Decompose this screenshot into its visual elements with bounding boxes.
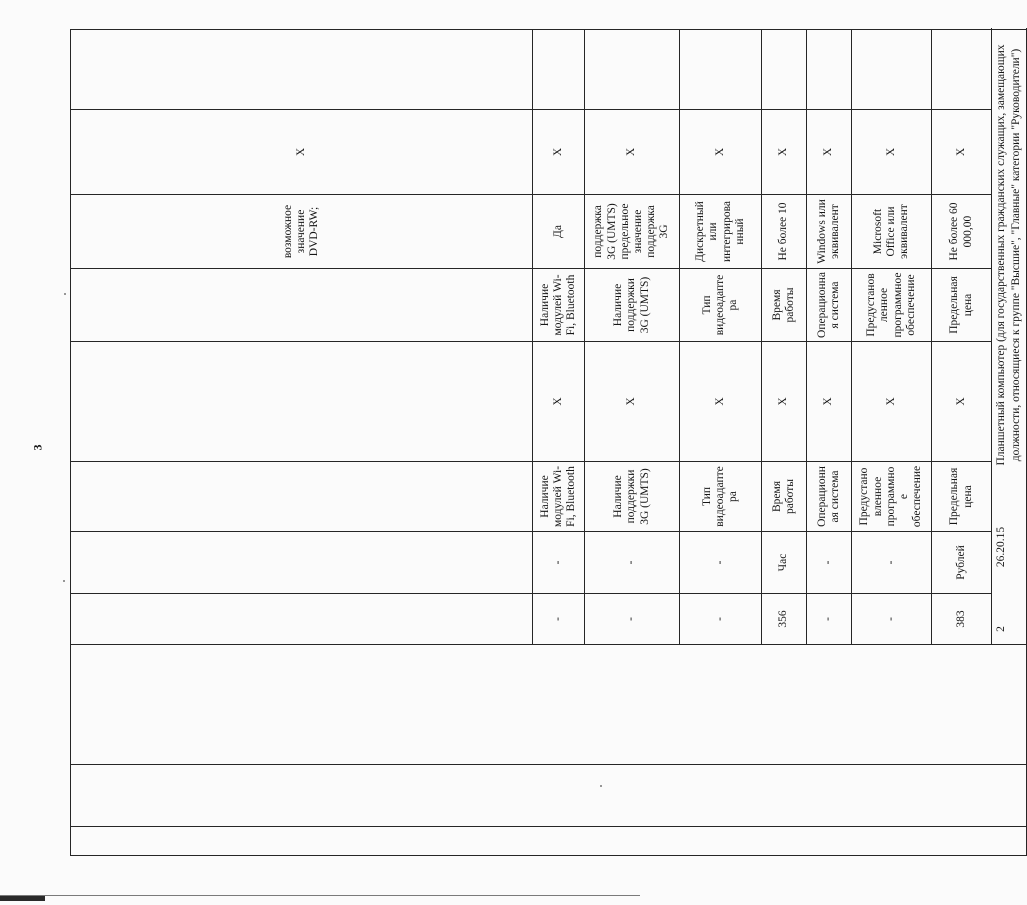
- empty-cell: [533, 30, 585, 110]
- empty-cell: [852, 30, 932, 110]
- mark-cell: X: [852, 342, 932, 462]
- value-cell: Не более 10: [762, 195, 807, 269]
- characteristic-cell: [71, 462, 533, 532]
- empty-cell: [585, 30, 680, 110]
- okei-code-cell: -: [680, 594, 762, 645]
- value-cell: возможное значение DVD-RW;: [71, 195, 533, 269]
- specification-table-page: [70, 30, 1022, 856]
- characteristic-cell: Время работы: [762, 269, 807, 342]
- mark-cell: X: [585, 342, 680, 462]
- characteristic-cell: Наличие поддержки 3G (UMTS): [585, 462, 680, 532]
- value-cell: Windows или эквивалент: [807, 195, 852, 269]
- okei-name-cell: [71, 532, 533, 594]
- item-description: Планшетный компьютер (для государственных гражданских служащих, замещающих должности, относящиеся к группе "Высшие", "Главные" категории "Руководители"): [995, 44, 1022, 466]
- mark-cell: X: [533, 342, 585, 462]
- empty-cell: [680, 30, 762, 110]
- characteristic-cell: Предустановленное программное обеспечение: [852, 462, 932, 532]
- specification-table: [70, 29, 1027, 856]
- mark-cell: X: [762, 342, 807, 462]
- mark-cell: X: [585, 110, 680, 195]
- mark-cell: X: [932, 110, 992, 195]
- description-cell: [71, 645, 1027, 765]
- mark-cell: X: [71, 110, 533, 195]
- okpd-code: 26.20.15: [995, 526, 1007, 568]
- okei-name-cell: -: [852, 532, 932, 594]
- value-cell: поддержка 3G (UMTS) предельное значение поддержка 3G: [585, 195, 680, 269]
- okpd-code-cell: [71, 765, 1027, 827]
- mark-cell: X: [680, 110, 762, 195]
- mark-cell: X: [932, 342, 992, 462]
- characteristic-cell: [71, 269, 533, 342]
- empty-cell: [71, 30, 533, 110]
- okei-code-cell: 383: [932, 594, 992, 645]
- item-row-cell: [992, 30, 1027, 645]
- mark-cell: X: [807, 342, 852, 462]
- row-number: 2: [995, 626, 1007, 632]
- page-bottom-edge: [0, 895, 640, 896]
- characteristic-cell: Наличие модулей Wi-Fi, Bluetooth: [533, 269, 585, 342]
- characteristic-cell: Время работы: [762, 462, 807, 532]
- okei-name-cell: -: [807, 532, 852, 594]
- empty-cell: [807, 30, 852, 110]
- value-cell: Microsoft Office или эквивалент: [852, 195, 932, 269]
- mark-cell: [71, 342, 533, 462]
- okei-code-cell: [71, 594, 533, 645]
- characteristic-cell: Наличие поддержки 3G (UMTS): [585, 269, 680, 342]
- page-number: 3: [30, 444, 45, 451]
- okei-code-cell: -: [585, 594, 680, 645]
- mark-cell: X: [680, 342, 762, 462]
- okei-name-cell: Час: [762, 532, 807, 594]
- characteristic-cell: Тип видеоадаптера: [680, 462, 762, 532]
- okei-code-cell: -: [807, 594, 852, 645]
- okei-name-cell: -: [533, 532, 585, 594]
- value-cell: Дискретный или интегрированный: [680, 195, 762, 269]
- characteristic-cell: Наличие модулей Wi-Fi, Bluetooth: [533, 462, 585, 532]
- scan-speck: [64, 293, 66, 295]
- okei-name-cell: -: [585, 532, 680, 594]
- scan-mark: [0, 896, 45, 901]
- mark-cell: X: [533, 110, 585, 195]
- okei-code-cell: -: [533, 594, 585, 645]
- characteristic-cell: Тип видеоадаптера: [680, 269, 762, 342]
- characteristic-cell: Предельная цена: [932, 462, 992, 532]
- mark-cell: X: [852, 110, 932, 195]
- value-cell: Не более 60 000,00: [932, 195, 992, 269]
- mark-cell: X: [762, 110, 807, 195]
- empty-cell: [932, 30, 992, 110]
- characteristic-cell: Операционная система: [807, 269, 852, 342]
- okei-code-cell: 356: [762, 594, 807, 645]
- okei-code-cell: -: [852, 594, 932, 645]
- row-number-cell: [71, 827, 1027, 856]
- value-cell: Да: [533, 195, 585, 269]
- scan-speck: [63, 580, 65, 582]
- empty-cell: [762, 30, 807, 110]
- okei-name-cell: Рублей: [932, 532, 992, 594]
- mark-cell: X: [807, 110, 852, 195]
- characteristic-cell: Предустановленное программное обеспечение: [852, 269, 932, 342]
- characteristic-cell: Предельная цена: [932, 269, 992, 342]
- characteristic-cell: Операционная система: [807, 462, 852, 532]
- okei-name-cell: -: [680, 532, 762, 594]
